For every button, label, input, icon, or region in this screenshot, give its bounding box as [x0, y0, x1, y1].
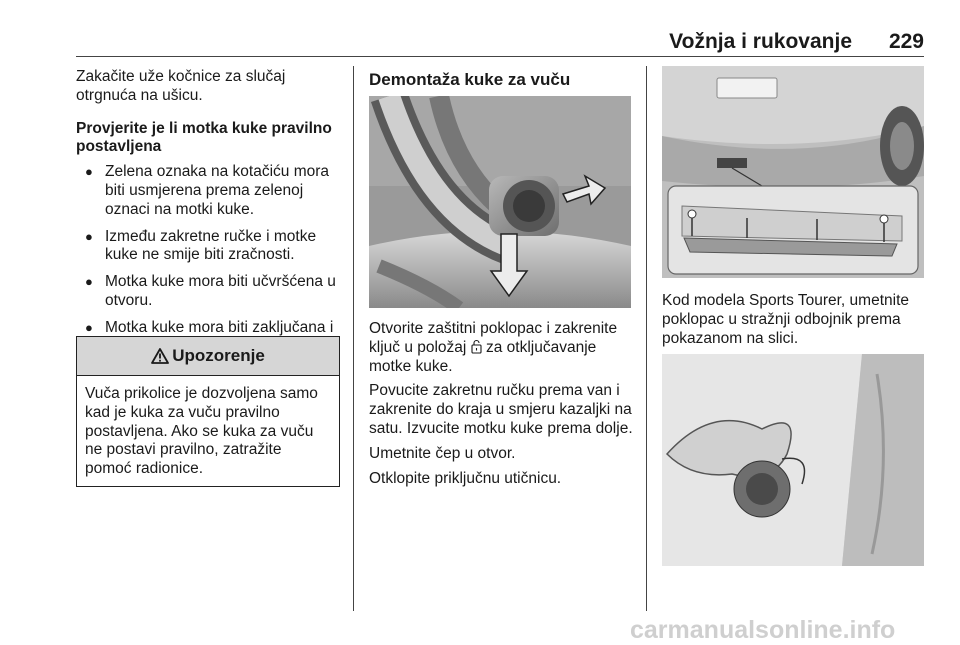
list-item: ● Između zakretne ručke i motke kuke ne smije biti zračnosti. — [76, 228, 340, 266]
header-rule — [76, 56, 924, 57]
column-left — [76, 68, 340, 364]
check-list — [76, 163, 340, 356]
instruction-socket: Otklopite priključnu utičnicu. — [369, 469, 562, 487]
intro-text: Zakačite uže kočnice za slučaj otrgnuća na ušicu. — [76, 68, 286, 104]
socket-illustration — [662, 354, 924, 566]
warning-box — [76, 336, 340, 487]
check-heading: Provjerite je li motka kuke pravilno postavljena — [76, 119, 332, 156]
column-right-text — [662, 292, 926, 348]
warning-header — [77, 337, 339, 376]
list-item: ● Zelena oznaka na kotačiću mora biti usmjerena prema zelenoj oznaci na motki kuke. — [76, 163, 340, 219]
list-item: ● Motka kuke mora biti zaključana i — [76, 319, 340, 357]
watermark: carmanualsonline.info — [630, 616, 896, 644]
column-divider-2 — [646, 66, 647, 611]
towbar-illustration — [369, 96, 631, 308]
column-divider-1 — [353, 66, 354, 611]
section-heading: Demontaža kuke za vuču — [369, 70, 571, 89]
warning-title: Upozorenje — [172, 346, 265, 365]
warning-triangle-icon — [151, 348, 169, 364]
page-number: 229 — [888, 30, 924, 53]
header-title: Vožnja i rukovanje — [669, 30, 852, 53]
list-item: ● Motka kuke mora biti učvršćena u otvoru. — [76, 273, 340, 311]
sports-tourer-instruction: Kod modela Sports Tourer, umetnite poklopac u stražnji odbojnik prema pokazanom na slici. — [662, 292, 909, 347]
instruction-unlock: Otvorite zaštitni poklopac i zakrenite ključ u položaj za otključavanje motke kuke. — [369, 320, 618, 375]
unlock-key-icon — [471, 339, 482, 354]
warning-text: Vuča prikolice je dozvoljena samo kad je kuka za vuču pravilno postavljena. Ako se kuka za vuču ne postavi pravilno, zatražite pomoć radionice. — [85, 385, 318, 478]
bumper-illustration — [662, 66, 924, 278]
column-middle-text — [369, 320, 633, 488]
instruction-plug: Umetnite čep u otvor. — [369, 444, 516, 462]
instruction-pull: Povucite zakretnu ručku prema van i zakrenite do kraja u smjeru kazaljki na satu. Izvucite motku kuke prema dolje. — [369, 382, 633, 437]
